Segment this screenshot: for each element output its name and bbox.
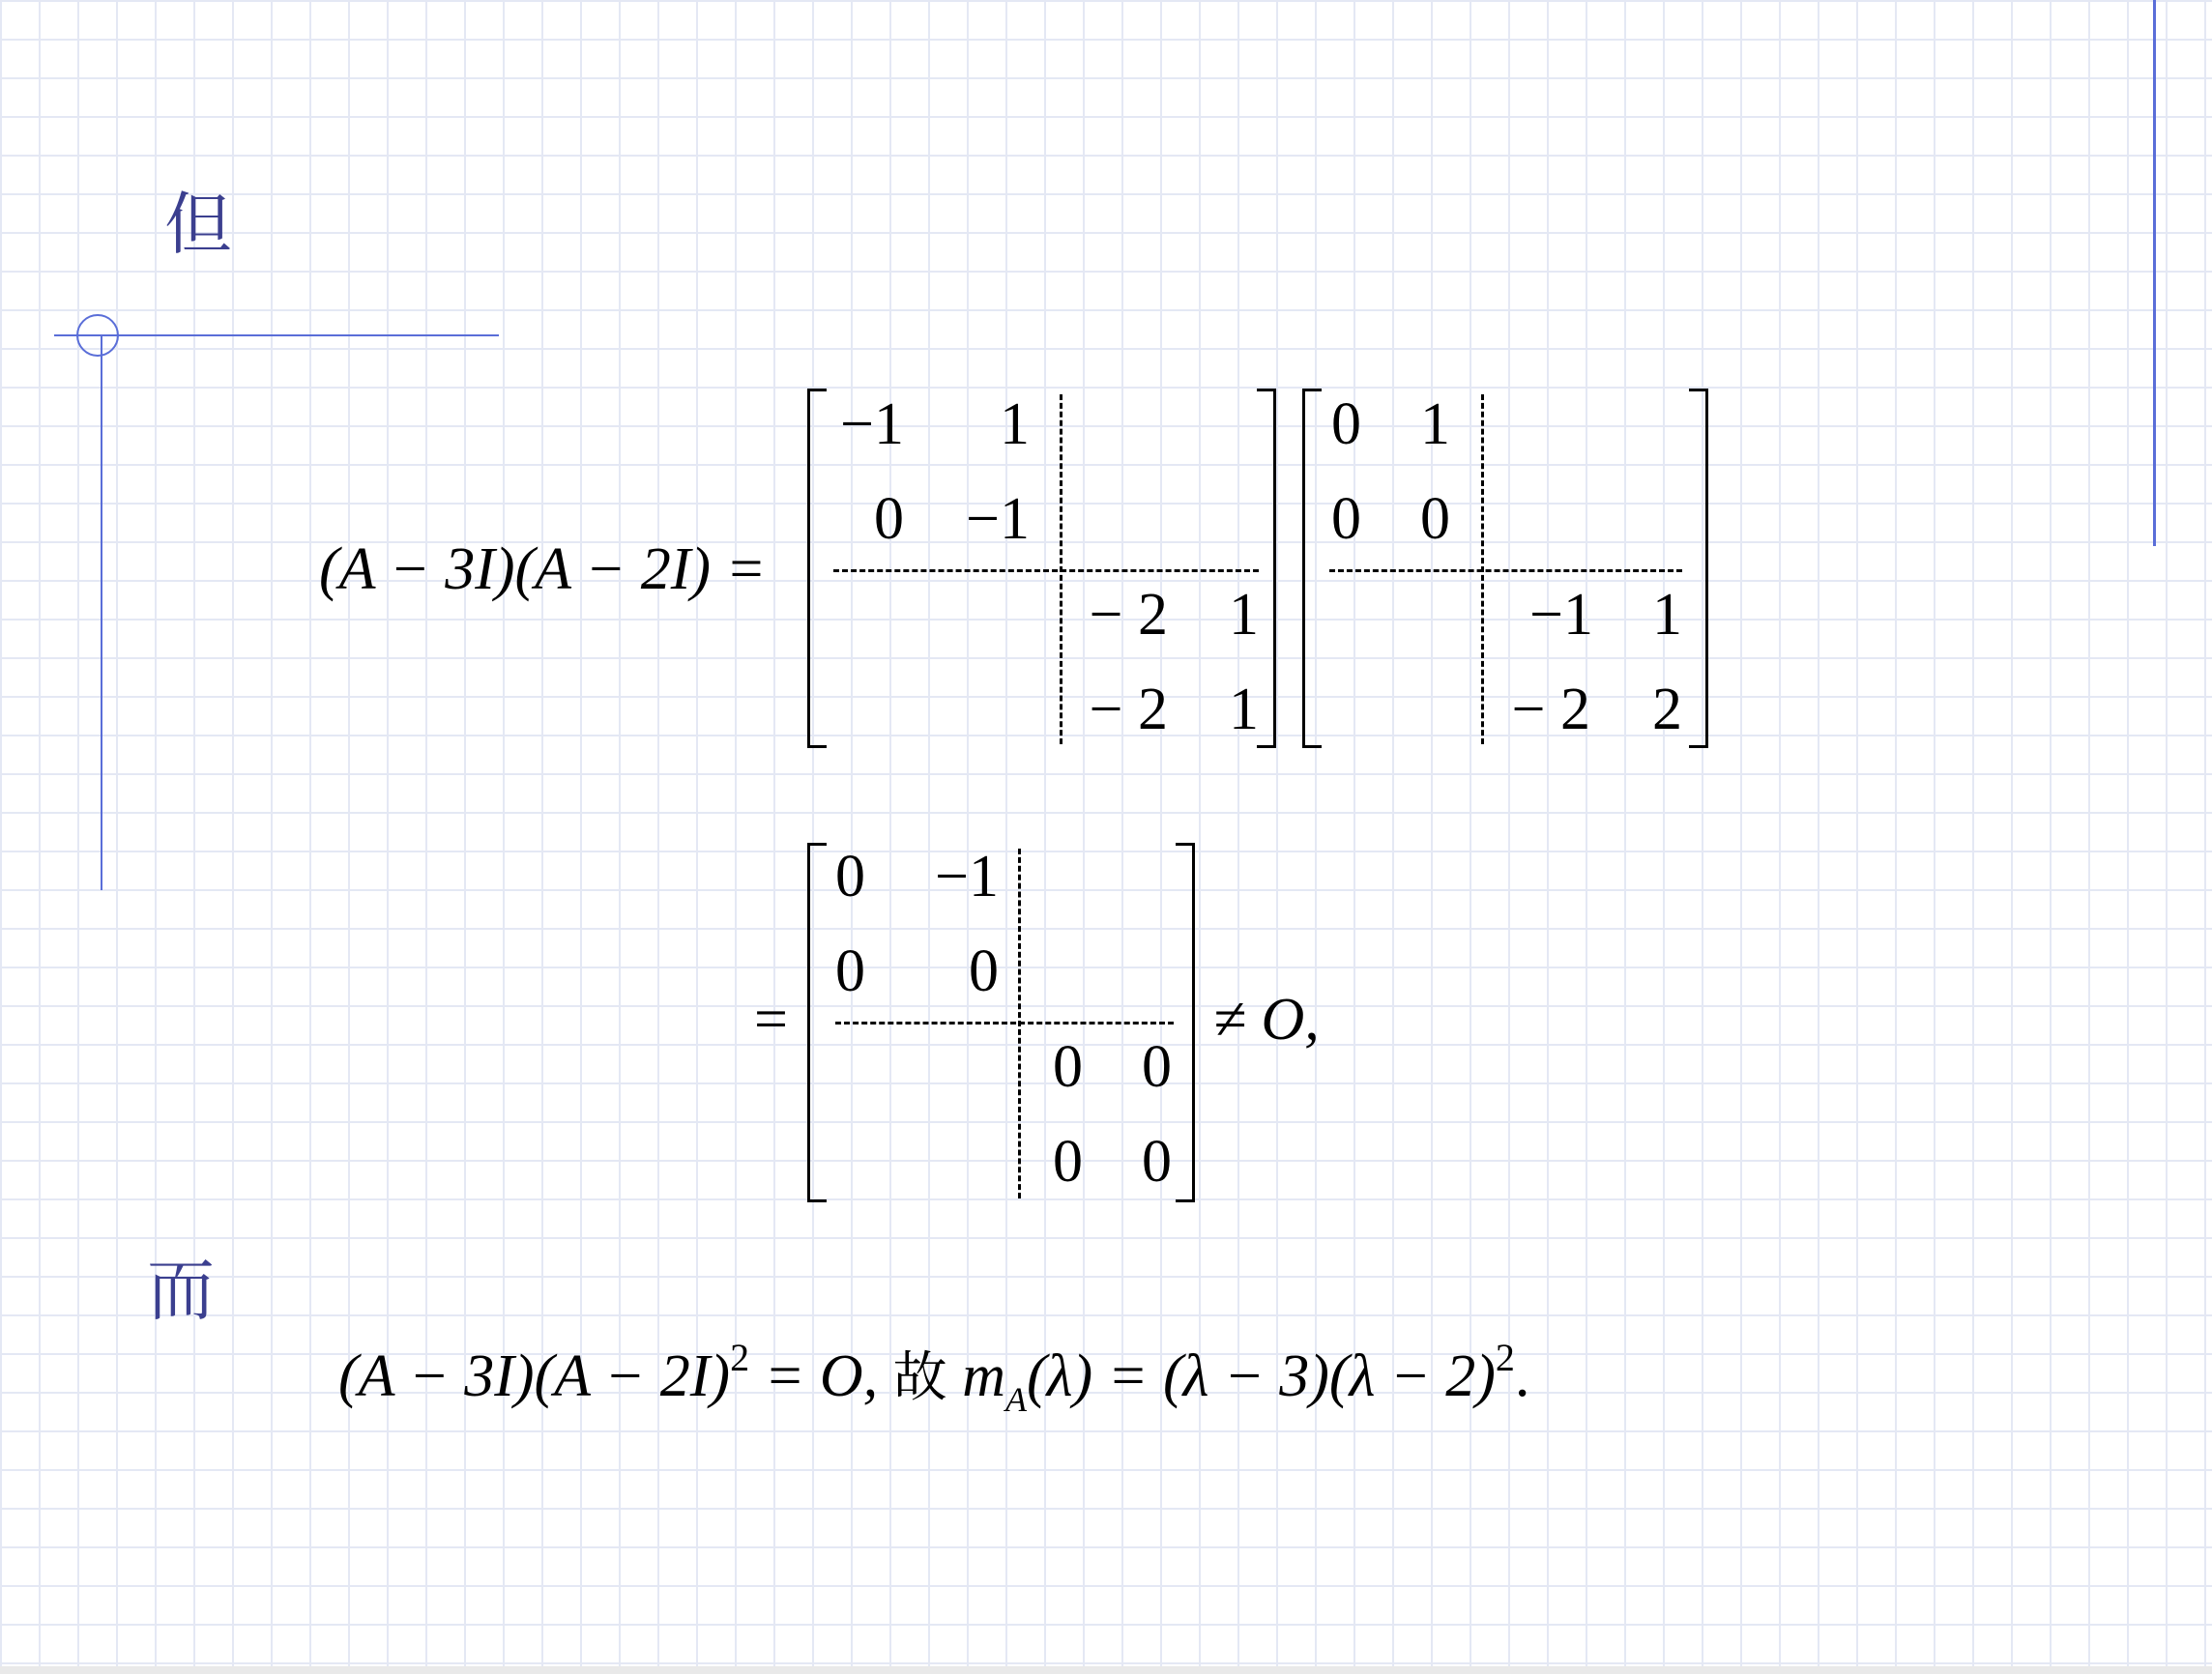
matrix-cell: 0 (1142, 1129, 1172, 1195)
vertical-accent-line-left (101, 334, 102, 890)
eq3-exp2: 2 (1495, 1336, 1515, 1379)
circle-ornament (76, 314, 119, 357)
matrix-cell: − 2 (1089, 582, 1168, 648)
matrix-cell: 0 (969, 938, 999, 1004)
matrix-cell: 0 (1053, 1129, 1083, 1195)
matrix-3-h-divider (835, 1022, 1174, 1025)
matrix-cell: 1 (1000, 391, 1030, 457)
label-while: 而 (147, 1251, 215, 1330)
matrix-cell: −1 (1529, 582, 1593, 648)
vertical-accent-line-right (2153, 0, 2156, 546)
matrix-1-v-divider (1060, 394, 1062, 744)
matrix-3-right-bracket (1176, 843, 1195, 1202)
matrix-1-h-divider (833, 569, 1259, 572)
eq3-cjk: 故 (892, 1346, 947, 1409)
matrix-cell: 1 (1229, 677, 1259, 742)
matrix-2-h-divider (1329, 569, 1682, 572)
matrix-cell: −1 (935, 844, 999, 909)
matrix-cell: 0 (874, 486, 904, 552)
eq2-tail: ≠ O, (1213, 987, 1320, 1053)
eq1-lhs: (A − 3I)(A − 2I) = (319, 536, 767, 602)
matrix-cell: 1 (1229, 582, 1259, 648)
label-but: 但 (164, 185, 232, 264)
bottom-scroll-edge (0, 1666, 2212, 1674)
matrix-cell: 2 (1652, 677, 1682, 742)
matrix-cell: 1 (1652, 582, 1682, 648)
eq3-part1: (A − 3I)(A − 2I) (338, 1343, 731, 1409)
eq3-exp1: 2 (730, 1336, 750, 1379)
matrix-2-right-bracket (1689, 389, 1708, 748)
matrix-cell: 0 (1331, 391, 1361, 457)
matrix-cell: 0 (1053, 1034, 1083, 1100)
eq3-m-sub: A (1004, 1380, 1027, 1419)
matrix-cell: 0 (835, 844, 865, 909)
matrix-cell: −1 (966, 486, 1030, 552)
eq3-part3: (λ) = (λ − 3)(λ − 2) (1026, 1343, 1496, 1409)
matrix-1-right-bracket (1257, 389, 1276, 748)
matrix-cell: 1 (1420, 391, 1450, 457)
matrix-cell: 0 (1420, 486, 1450, 552)
eq3-end: . (1514, 1343, 1530, 1409)
matrix-cell: 0 (1142, 1034, 1172, 1100)
horizontal-accent-line (54, 334, 499, 336)
matrix-cell: − 2 (1511, 677, 1590, 742)
eq3-line (338, 1336, 1530, 1419)
eq3-m: m (946, 1343, 1005, 1409)
matrix-cell: 0 (1331, 486, 1361, 552)
matrix-2-v-divider (1481, 394, 1484, 744)
matrix-cell: − 2 (1089, 677, 1168, 742)
matrix-cell: 0 (835, 938, 865, 1004)
eq2-equals: = (754, 987, 788, 1053)
matrix-cell: −1 (840, 391, 904, 457)
eq3-part2: = O, (749, 1343, 893, 1409)
